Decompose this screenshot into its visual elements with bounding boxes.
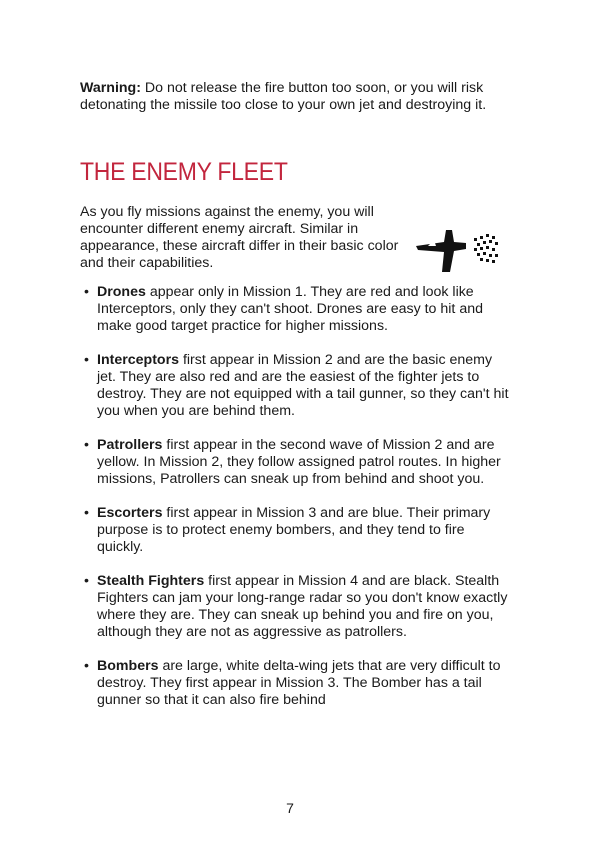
warning-paragraph	[80, 80, 510, 114]
list-item-bombers	[80, 658, 510, 709]
list-item-stealth-fighters	[80, 573, 510, 641]
list-item-escorters	[80, 505, 510, 556]
bullet: •	[84, 352, 89, 368]
page-number: 7	[286, 800, 294, 816]
enemy-description: first appear in Mission 3 and are blue. Their primary purpose is to protect enemy bombers, and they tend to fire quickly.	[97, 505, 491, 555]
bullet: •	[84, 505, 89, 521]
enemy-name: Stealth Fighters	[97, 573, 205, 589]
bullet: •	[84, 284, 89, 300]
bullet: •	[84, 658, 89, 674]
enemy-list	[80, 284, 510, 726]
enemy-name: Patrollers	[97, 437, 163, 453]
enemy-description: first appear in Mission 4 and are black. Stealth Fighters can jam your long-range radar so you don't know exactly where they are. They can sneak up behind you and fire on you, although they are not as aggressive as patrollers.	[97, 573, 508, 640]
warning-label: Warning:	[80, 80, 141, 96]
enemy-name: Drones	[97, 284, 146, 300]
enemy-name: Escorters	[97, 505, 163, 521]
enemy-description: are large, white delta-wing jets that are very difficult to destroy. They first appear in Mission 3. The Bomber has a tail gunner so that it can also fire behind	[97, 658, 501, 708]
warning-text: Do not release the fire button too soon, or you will risk detonating the missile too close to your own jet and destroying it.	[80, 80, 487, 113]
intro-paragraph: As you fly missions against the enemy, you will encounter different enemy aircraft. Similar in appearance, these aircraft differ in their basic color and their capabilities.	[80, 204, 399, 271]
enemy-description: first appear in Mission 2 and are the basic enemy jet. They are also red and are the easiest of the fighter jets to destroy. They are not equipped with a tail gunner, so they can't hit you when you are behind them.	[97, 352, 509, 419]
list-item-interceptors	[80, 352, 510, 420]
enemy-name: Bombers	[97, 658, 159, 674]
list-item-drones	[80, 284, 510, 335]
enemy-name: Interceptors	[97, 352, 179, 368]
enemy-jet-firing-icon	[414, 224, 500, 278]
section-title: THE ENEMY FLEET	[80, 158, 288, 186]
bullet: •	[84, 437, 89, 453]
enemy-description: appear only in Mission 1. They are red and look like Interceptors, only they can't shoot. Drones are easy to hit and make good target practice for higher missions.	[97, 284, 483, 334]
list-item-patrollers	[80, 437, 510, 488]
bullet: •	[84, 573, 89, 589]
enemy-description: first appear in the second wave of Mission 2 and are yellow. In Mission 2, they follow assigned patrol routes. In higher missions, Patrollers can sneak up from behind and shoot you.	[97, 437, 501, 487]
